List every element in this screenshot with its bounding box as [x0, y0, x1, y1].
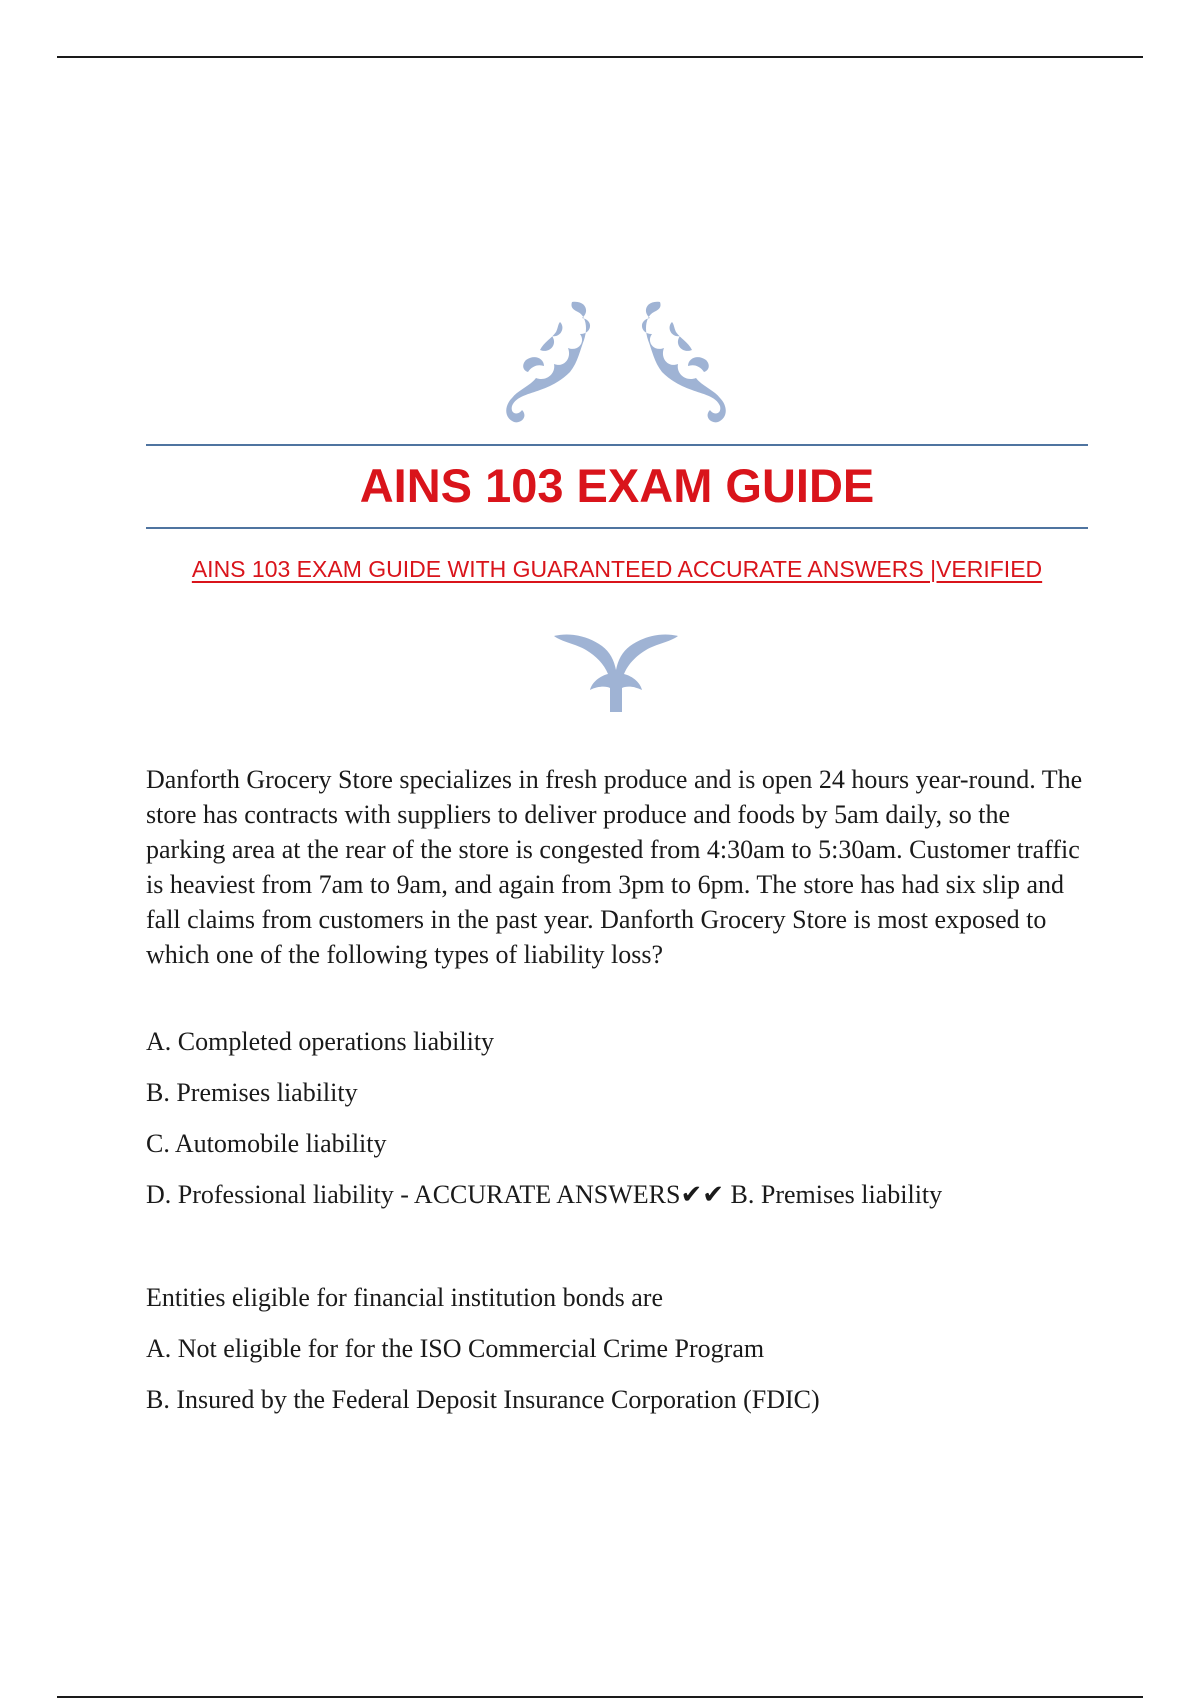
page-top-rule: [57, 56, 1143, 58]
question-1-option-d-answer: D. Professional liability - ACCURATE ANSWERS✔✔ B. Premises liability: [146, 1180, 943, 1209]
fleuron-ornament-icon: [552, 630, 680, 714]
question-1-option-b: B. Premises liability: [146, 1078, 358, 1107]
floral-ornament-icon: [500, 298, 732, 424]
question-2-option-b: B. Insured by the Federal Deposit Insurance Corporation (FDIC): [146, 1385, 820, 1414]
title-top-rule: [146, 444, 1088, 446]
document-subtitle: AINS 103 EXAM GUIDE WITH GUARANTEED ACCURATE ANSWERS |VERIFIED: [191, 556, 1043, 582]
page-bottom-rule: [57, 1696, 1143, 1698]
question-1-option-a: A. Completed operations liability: [146, 1027, 495, 1056]
document-title: AINS 103 EXAM GUIDE: [359, 459, 875, 512]
title-bottom-rule: [146, 527, 1088, 529]
question-1-prompt: Danforth Grocery Store specializes in fresh produce and is open 24 hours year-round. The store has contracts with suppliers to deliver produce and foods by 5am daily, so the parking area at the rear of the store is congested from 4:30am to 5:30am. Customer traffic is heaviest from 7am to 9am, and again from 3pm to 6pm. The store has had six slip and fall claims from customers in the past year. Danforth Grocery Store is most exposed to which one of the following types of liability loss?: [146, 765, 1083, 969]
question-1-option-c: C. Automobile liability: [146, 1129, 387, 1158]
question-2-option-a: A. Not eligible for for the ISO Commercial Crime Program: [146, 1334, 765, 1363]
question-2-prompt: Entities eligible for financial institution bonds are: [146, 1283, 663, 1312]
